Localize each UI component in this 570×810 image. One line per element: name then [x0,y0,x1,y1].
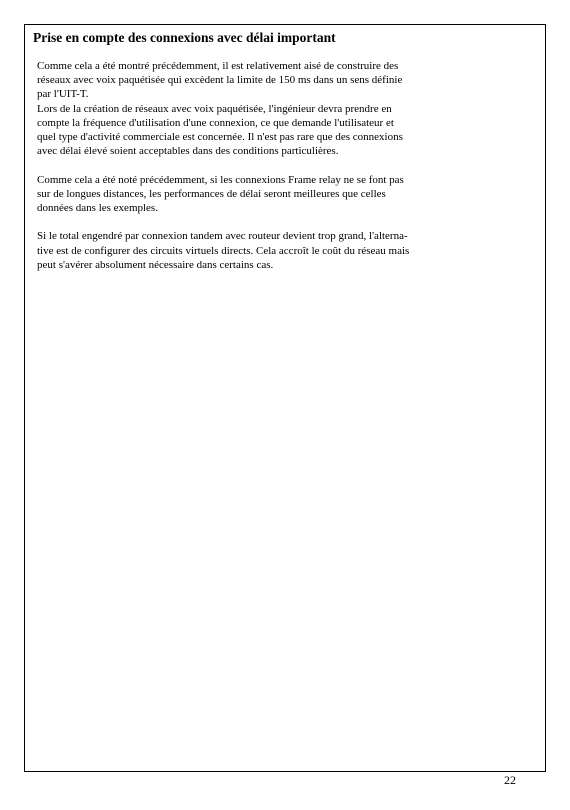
text-line: compte la fréquence d'utilisation d'une connexion, ce que demande l'utilisateur et [37,116,394,129]
text-line: quel type d'activité commerciale est concernée. Il n'est pas rare que des connexions [37,131,403,144]
text-line: par l'UIT-T. [37,88,89,101]
page-number: 22 [504,773,516,787]
text-line: tive est de configurer des circuits virtuels directs. Cela accroît le coût du réseau mais [37,244,410,257]
page-frame [24,24,546,772]
text-line: Si le total engendré par connexion tandem avec routeur devient trop grand, l'alterna- [37,230,408,243]
text-line: avec délai élevé soient acceptables dans des conditions particulières. [37,145,339,158]
text-line: réseaux avec voix paquétisée qui excèdent la limite de 150 ms dans un sens définie [37,74,403,87]
paragraph [37,59,457,158]
text-line: sur de longues distances, les performances de délai seront meilleures que celles [37,187,386,200]
text-line: peut s'avérer absolument nécessaire dans certains cas. [37,258,274,271]
text-line: données dans les exemples. [37,202,158,215]
body-text [37,59,457,286]
paragraph [37,173,457,216]
text-line: Comme cela a été montré précédemment, il est relativement aisé de construire des [37,60,399,72]
text-line: Lors de la création de réseaux avec voix paquétisée, l'ingénieur devra prendre en [37,102,392,115]
section-title: Prise en compte des connexions avec délai important [33,30,336,45]
text-line: Comme cela a été noté précédemment, si les connexions Frame relay ne se font pas [37,173,404,186]
paragraph [37,229,457,272]
